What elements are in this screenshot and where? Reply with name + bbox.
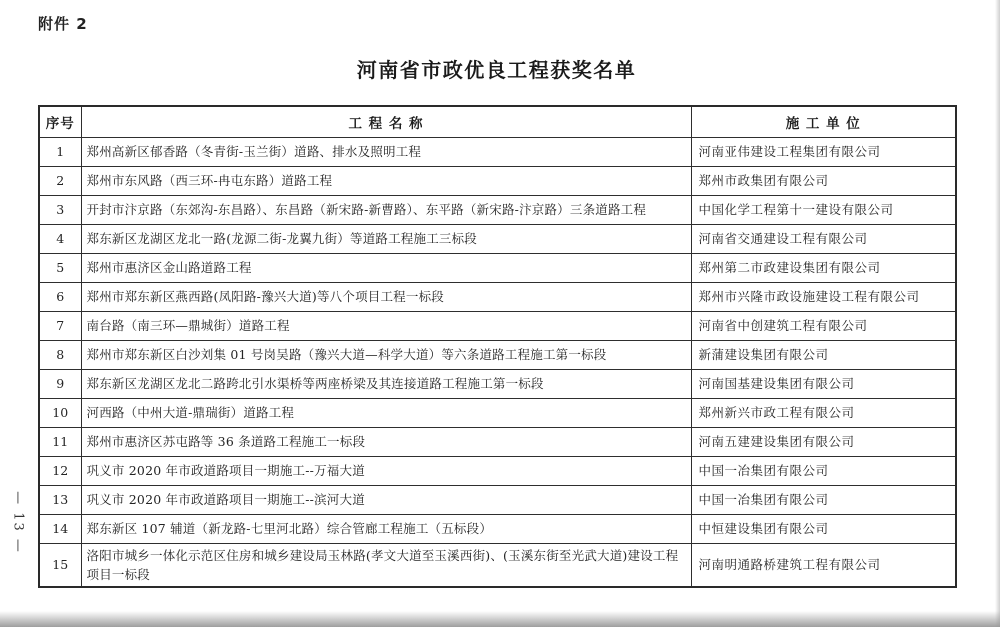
- row-number-cell: 9: [39, 369, 81, 398]
- table-body: [39, 137, 956, 587]
- header-row: [39, 106, 956, 137]
- row-project-cell: 巩义市 2020 年市政道路项目一期施工--万福大道: [81, 456, 691, 485]
- row-number-cell: 5: [39, 253, 81, 282]
- row-company-cell: 河南明通路桥建筑工程有限公司: [691, 543, 956, 587]
- scan-edge-shadow-right: [995, 0, 1000, 627]
- row-project-cell: 郑州市郑东新区燕西路(凤阳路-豫兴大道)等八个项目工程一标段: [81, 282, 691, 311]
- table-row: [39, 224, 956, 253]
- row-project-cell: 郑州市惠济区苏屯路等 36 条道路工程施工一标段: [81, 427, 691, 456]
- row-project-cell: 郑东新区龙湖区龙北一路(龙源二街-龙翼九街）等道路工程施工三标段: [81, 224, 691, 253]
- table-row: [39, 543, 956, 587]
- row-company-cell: 中国一冶集团有限公司: [691, 485, 956, 514]
- table-row: [39, 195, 956, 224]
- header-cell-no: 序号: [39, 106, 81, 137]
- page-number: — 13 —: [10, 491, 26, 554]
- row-number-cell: 8: [39, 340, 81, 369]
- row-number-cell: 15: [39, 543, 81, 587]
- attachment-label: 附件 2: [38, 15, 88, 33]
- page-title: 河南省市政优良工程获奖名单: [356, 58, 637, 82]
- row-company-cell: 河南亚伟建设工程集团有限公司: [691, 137, 956, 166]
- row-company-cell: 河南五建建设集团有限公司: [691, 427, 956, 456]
- row-company-cell: 新蒲建设集团有限公司: [691, 340, 956, 369]
- row-company-cell: 郑州新兴市政工程有限公司: [691, 398, 956, 427]
- table-row: [39, 398, 956, 427]
- table-row: [39, 311, 956, 340]
- row-project-cell: 巩义市 2020 年市政道路项目一期施工--滨河大道: [81, 485, 691, 514]
- header-cell-company: 施 工 单 位: [691, 106, 956, 137]
- table-row: [39, 427, 956, 456]
- row-company-cell: 中恒建设集团有限公司: [691, 514, 956, 543]
- row-company-cell: 中国一冶集团有限公司: [691, 456, 956, 485]
- header-cell-project: 工 程 名 称: [81, 106, 691, 137]
- table-row: [39, 166, 956, 195]
- row-number-cell: 7: [39, 311, 81, 340]
- row-company-cell: 郑州市政集团有限公司: [691, 166, 956, 195]
- row-company-cell: 郑州市兴隆市政设施建设工程有限公司: [691, 282, 956, 311]
- table-row: [39, 282, 956, 311]
- row-project-cell: 南台路（南三环—鼎城街）道路工程: [81, 311, 691, 340]
- row-project-cell: 河西路（中州大道-鼎瑞街）道路工程: [81, 398, 691, 427]
- row-project-cell: 洛阳市城乡一体化示范区住房和城乡建设局玉林路(孝文大道至玉溪西街)、(玉溪东街至光武大道)建设工程项目一标段: [81, 543, 691, 587]
- row-project-cell: 郑东新区 107 辅道（新龙路-七里河北路）综合管廊工程施工（五标段）: [81, 514, 691, 543]
- table-row: [39, 485, 956, 514]
- table-row: [39, 456, 956, 485]
- row-number-cell: 6: [39, 282, 81, 311]
- table-row: [39, 253, 956, 282]
- row-company-cell: 河南国基建设集团有限公司: [691, 369, 956, 398]
- row-company-cell: 中国化学工程第十一建设有限公司: [691, 195, 956, 224]
- row-project-cell: 郑州市惠济区金山路道路工程: [81, 253, 691, 282]
- row-number-cell: 1: [39, 137, 81, 166]
- row-project-cell: 郑州市东风路（西三环-冉屯东路）道路工程: [81, 166, 691, 195]
- row-company-cell: 郑州第二市政建设集团有限公司: [691, 253, 956, 282]
- scan-edge-shadow-bottom: [0, 611, 1000, 627]
- row-project-cell: 郑东新区龙湖区龙北二路跨北引水渠桥等两座桥梁及其连接道路工程施工第一标段: [81, 369, 691, 398]
- table-row: [39, 137, 956, 166]
- row-number-cell: 13: [39, 485, 81, 514]
- row-number-cell: 4: [39, 224, 81, 253]
- row-company-cell: 河南省交通建设工程有限公司: [691, 224, 956, 253]
- row-project-cell: 开封市汴京路（东郊沟-东昌路）、东昌路（新宋路-新曹路）、东平路（新宋路-汴京路）三条道路工程: [81, 195, 691, 224]
- table-row: [39, 369, 956, 398]
- awards-table-header: [39, 106, 956, 137]
- row-company-cell: 河南省中创建筑工程有限公司: [691, 311, 956, 340]
- row-project-cell: 郑州市郑东新区白沙刘集 01 号岗吴路（豫兴大道—科学大道）等六条道路工程施工第一标段: [81, 340, 691, 369]
- awards-table: [38, 105, 957, 588]
- row-number-cell: 14: [39, 514, 81, 543]
- row-number-cell: 2: [39, 166, 81, 195]
- table-row: [39, 340, 956, 369]
- row-number-cell: 11: [39, 427, 81, 456]
- row-number-cell: 10: [39, 398, 81, 427]
- table-row: [39, 514, 956, 543]
- row-project-cell: 郑州高新区郁香路（冬青街-玉兰街）道路、排水及照明工程: [81, 137, 691, 166]
- row-number-cell: 12: [39, 456, 81, 485]
- row-number-cell: 3: [39, 195, 81, 224]
